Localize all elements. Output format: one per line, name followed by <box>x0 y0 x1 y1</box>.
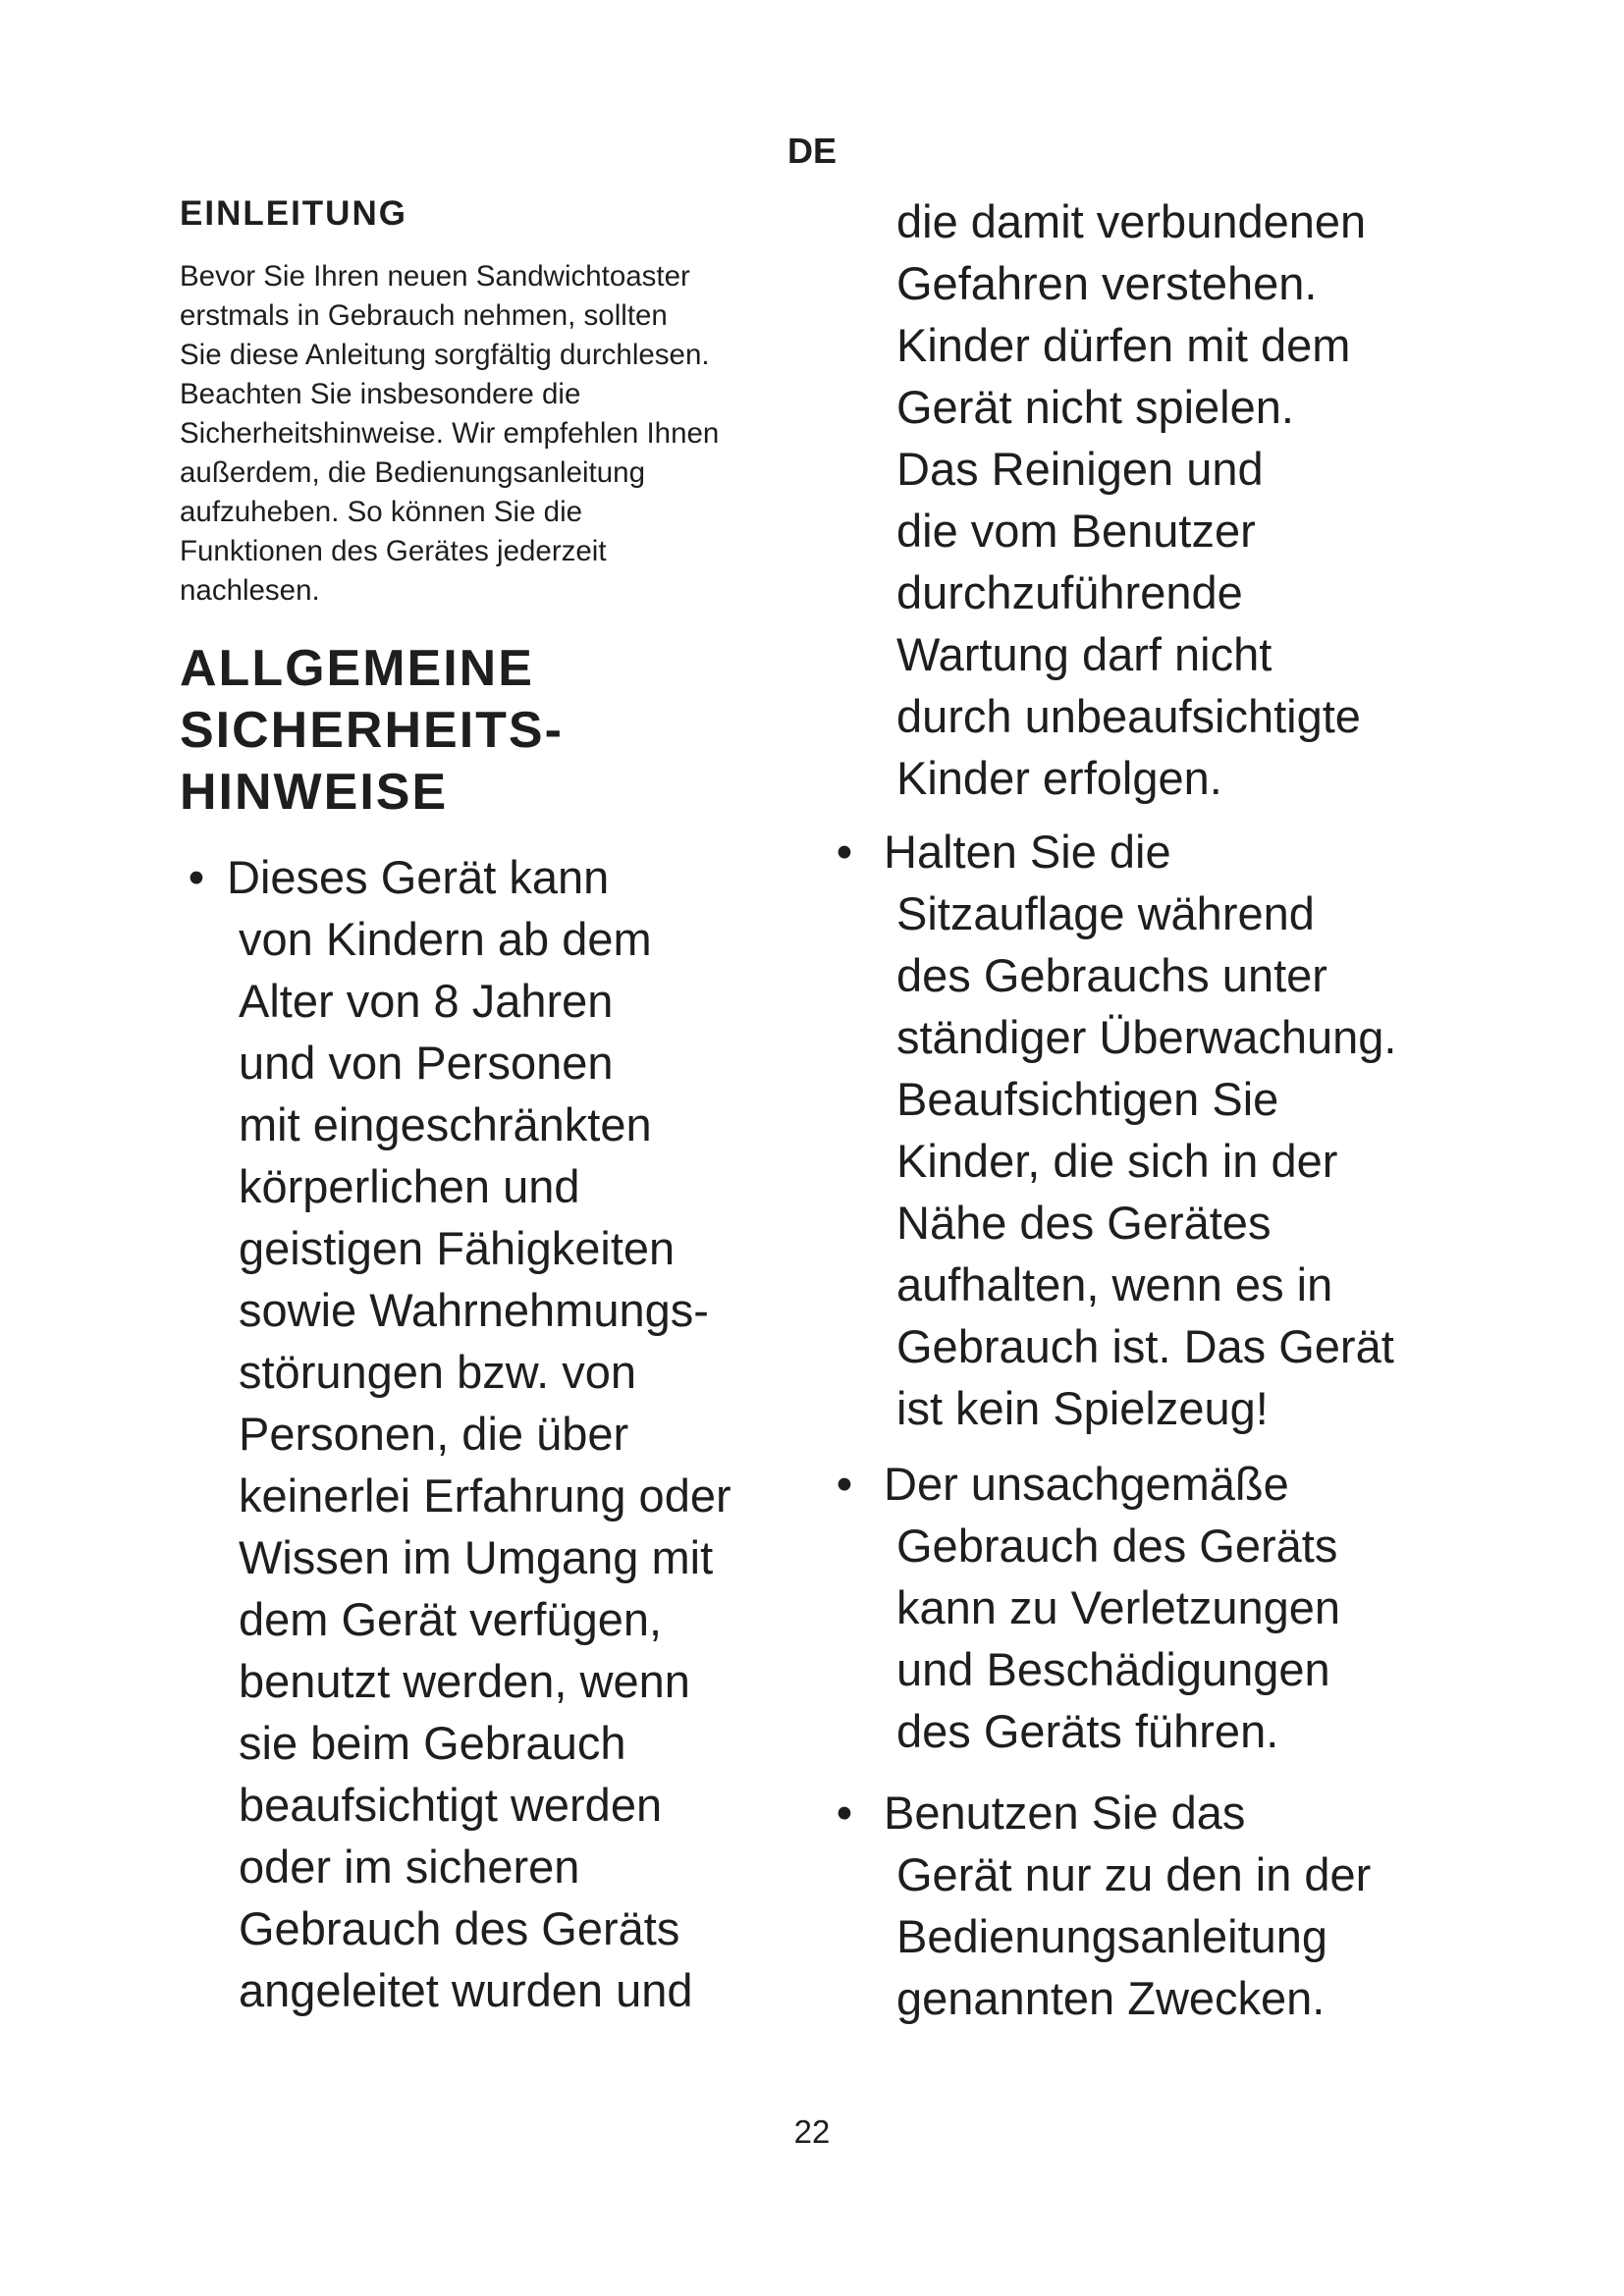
item-line: Beaufsichtigen Sie <box>896 1073 1279 1125</box>
item-line: Benutzen Sie das <box>884 1787 1246 1839</box>
safety-item-1-continued <box>896 190 1366 809</box>
item-line: durchzuführende <box>896 566 1243 618</box>
page-number: 22 <box>793 2113 831 2150</box>
intro-line: Bevor Sie Ihren neuen Sandwichtoaster <box>180 260 690 293</box>
intro-line: Sie diese Anleitung sorgfältig durchlesen. <box>180 339 710 371</box>
safety-item-3 <box>825 1453 1512 1762</box>
item-line: Wissen im Umgang mit <box>239 1531 714 1583</box>
intro-line: Beachten Sie insbesondere die <box>180 378 581 410</box>
item-line: dem Gerät verfügen, <box>239 1593 663 1645</box>
item-line: Kinder erfolgen. <box>896 752 1222 804</box>
item-line: Halten Sie die <box>884 826 1171 878</box>
bullet-icon: • <box>836 826 853 878</box>
safety-item-2 <box>825 821 1512 1439</box>
item-line: ist kein Spielzeug! <box>896 1382 1269 1434</box>
item-line: sie beim Gebrauch <box>239 1717 626 1769</box>
item-line: des Geräts führen. <box>896 1705 1279 1757</box>
safety-heading-line: HINWEISE <box>180 764 449 821</box>
bullet-icon: • <box>836 1787 853 1839</box>
safety-heading <box>180 638 564 824</box>
item-line: durch unbeaufsichtigte <box>896 690 1361 742</box>
item-line: die vom Benutzer <box>896 505 1256 557</box>
item-line: Gefahren verstehen. <box>896 257 1318 309</box>
item-line: Kinder dürfen mit dem <box>896 319 1351 371</box>
item-line: Gebrauch ist. Das Gerät <box>896 1320 1394 1372</box>
item-line: mit eingeschränkten <box>239 1098 652 1150</box>
item-line: von Kindern ab dem <box>239 913 652 965</box>
intro-line: nachlesen. <box>180 574 320 607</box>
item-line: störungen bzw. von <box>239 1346 636 1398</box>
intro-line: aufzuheben. So können Sie die <box>180 496 583 528</box>
item-line: Nähe des Gerätes <box>896 1197 1272 1249</box>
safety-item-4 <box>825 1782 1512 2029</box>
safety-heading-line: SICHERHEITS- <box>180 702 564 759</box>
item-line: Bedienungsanleitung <box>896 1910 1328 1962</box>
safety-heading-line: ALLGEMEINE <box>180 640 534 697</box>
intro-paragraph <box>180 257 808 611</box>
safety-item-1 <box>180 846 808 2021</box>
item-line: geistigen Fähigkeiten <box>239 1222 676 1274</box>
bullet-icon: • <box>188 851 205 903</box>
item-line: Gerät nur zu den in der <box>896 1848 1372 1900</box>
intro-line: Funktionen des Gerätes jederzeit <box>180 535 607 567</box>
item-line: angeleitet wurden und <box>239 1964 693 2016</box>
item-line: und Beschädigungen <box>896 1643 1330 1695</box>
item-line: beaufsichtigt werden <box>239 1779 663 1831</box>
intro-heading: EINLEITUNG <box>180 194 407 233</box>
intro-line: erstmals in Gebrauch nehmen, sollten <box>180 299 668 332</box>
item-line: Dieses Gerät kann <box>227 851 610 903</box>
item-line: Gebrauch des Geräts <box>896 1520 1338 1572</box>
bullet-icon: • <box>836 1458 853 1510</box>
item-line: Gerät nicht spielen. <box>896 381 1294 433</box>
item-line: Gebrauch des Geräts <box>239 1902 680 1954</box>
item-line: Alter von 8 Jahren <box>239 975 614 1027</box>
item-line: Der unsachgemäße <box>884 1458 1289 1510</box>
item-line: Sitzauflage während <box>896 887 1315 939</box>
item-line: des Gebrauchs unter <box>896 949 1327 1001</box>
intro-line: Sicherheitshinweise. Wir empfehlen Ihnen <box>180 417 720 450</box>
item-line: ständiger Überwachung. <box>896 1011 1397 1063</box>
item-line: sowie Wahrnehmungs- <box>239 1284 709 1336</box>
item-line: und von Personen <box>239 1037 614 1089</box>
item-line: Kinder, die sich in der <box>896 1135 1338 1187</box>
item-line: oder im sicheren <box>239 1841 580 1893</box>
intro-line: außerdem, die Bedienungsanleitung <box>180 456 645 489</box>
item-line: Personen, die über <box>239 1408 629 1460</box>
item-line: benutzt werden, wenn <box>239 1655 690 1707</box>
language-label: DE <box>786 131 837 171</box>
item-line: körperlichen und <box>239 1160 580 1212</box>
item-line: die damit verbundenen <box>896 195 1367 247</box>
item-line: kann zu Verletzungen <box>896 1581 1341 1633</box>
item-line: Wartung darf nicht <box>896 628 1272 680</box>
item-line: Das Reinigen und <box>896 443 1264 495</box>
item-line: keinerlei Erfahrung oder <box>239 1469 731 1522</box>
item-line: aufhalten, wenn es in <box>896 1258 1333 1310</box>
item-line: genannten Zwecken. <box>896 1972 1326 2024</box>
